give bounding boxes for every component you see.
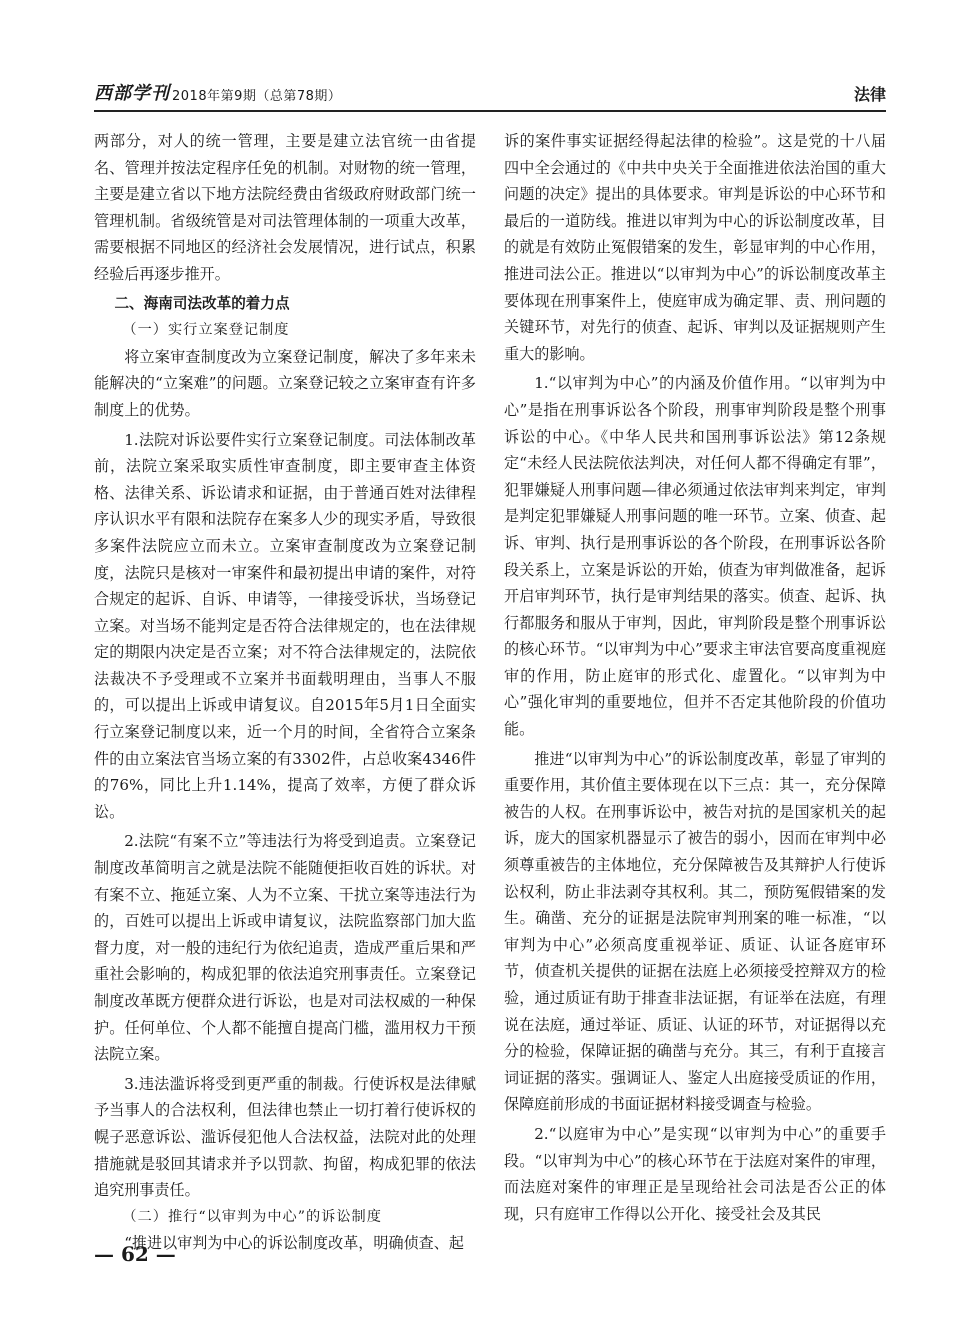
subsection-heading: （一）实行立案登记制度 xyxy=(122,322,290,339)
paragraph: 诉的案件事实证据经得起法律的检验”。这是党的十八届四中全会通过的《中共中央关于全面推进依法治国的重大问题的决定》提出的具体要求。审判是诉讼的中心环节和最后的一道防线。推进以审判为中心的诉讼制度改革，目的就是有效防止冤假错案的发生，彰显审判的中心作用，推进司法公正。推进以“以审判为中心”的诉讼制度改革主要体现在刑事案件上，使庭审成为确定罪、责、刑问题的关键环节，对先行的侦查、起诉、审判以及证据规则产生重大的影响。 xyxy=(504,132,886,363)
journal-logo: 西部学刊 xyxy=(94,83,170,104)
paragraph: 将立案审查制度改为立案登记制度，解决了多年来未能解决的“立案难”的问题。立案登记较之立案审查有许多制度上的优势。 xyxy=(94,347,476,419)
right-column xyxy=(504,128,886,1227)
subsection-heading: （二）推行“以审判为中心”的诉讼制度 xyxy=(122,1208,382,1225)
paragraph: 1.法院对诉讼要件实行立案登记制度。司法体制改革前，法院立案采取实质性审查制度，即主要审查主体资格、法律关系、诉讼请求和证据，由于普通百姓对法律程序认识水平有限和法院存在案多人少的现实矛盾，导致很多案件法院应立而未立。立案审查制度改为立案登记制度，法院只是核对一审案件和最初提出申请的案件，对符合规定的起诉、自诉、申请等，一律接受诉状，当场登记立案。对当场不能判定是否符合法律规定的，也在法律规定的期限内决定是否立案；对不符合法律规定的，法院依法裁决不予受理或不立案并书面载明理由，当事人不服的，可以提出上诉或申请复议。自2015年5月1日全面实行立案登记制度以来，近一个月的时间，全省符合立案条件的由立案法官当场立案的有3302件，占总收案4346件的76%，同比上升1.14%，提高了效率，方便了群众诉讼。 xyxy=(94,430,476,821)
section-heading: 二、海南司法改革的着力点 xyxy=(114,294,290,312)
paragraph: 2.“以庭审为中心”是实现“以审判为中心”的重要手段。“以审判为中心”的核心环节在于法庭对案件的审理，而法庭对案件的审理正是呈现给社会司法是否公正的体现，只有庭审工作得以公开化、接受社会及其民 xyxy=(504,1124,886,1223)
issue-info: 2018年第9期（总第78期） xyxy=(172,89,342,104)
running-header xyxy=(94,82,886,112)
paragraph: 两部分，对人的统一管理，主要是建立法官统一由省提名、管理并按法定程序任免的机制。对财物的统一管理，主要是建立省以下地方法院经费由省级政府财政部门统一管理机制。省级统管是对司法管理体制的一项重大改革，需要根据不同地区的经济社会发展情况，进行试点，积累经验后再逐步推开。 xyxy=(94,132,476,283)
paragraph: 推进“以审判为中心”的诉讼制度改革，彰显了审判的重要作用，其价值主要体现在以下三点：其一，充分保障被告的人权。在刑事诉讼中，被告对抗的是国家机关的起诉，庞大的国家机器显示了被告的弱小，因而在审判中必须尊重被告的主体地位，充分保障被告及其辩护人行使诉讼权利，防止非法剥夺其权利。其二，预防冤假错案的发生。确凿、充分的证据是法院审判刑案的唯一标准，“以审判为中心”必须高度重视举证、质证、认证各庭审环节，侦查机关提供的证据在法庭上必须接受控辩双方的检验，通过质证有助于排查非法证据，有证举在法庭，有理说在法庭，通过举证、质证、认证的环节，对证据得以充分的检验，保障证据的确凿与充分。其三，有利于直接言词证据的落实。强调证人、鉴定人出庭接受质证的作用，保障庭前形成的书面证据材料接受调查与检验。 xyxy=(504,749,886,1114)
paragraph: “推进以审判为中心的诉讼制度改革，明确侦查、起 xyxy=(124,1234,464,1253)
paragraph: 3.违法滥诉将受到更严重的制裁。行使诉权是法律赋予当事人的合法权利，但法律也禁止一切打着行使诉权的幌子恶意诉讼、滥诉侵犯他人合法权益，法院对此的处理措施就是驳回其请求并予以罚款、拘留，构成犯罪的依法追究刑事责任。 xyxy=(94,1074,476,1200)
section-label: 法律 xyxy=(853,85,886,104)
paragraph: 1.“以审判为中心”的内涵及价值作用。“以审判为中心”是指在刑事诉讼各个阶段，刑事审判阶段是整个刑事诉讼的中心。《中华人民共和国刑事诉讼法》第12条规定“未经人民法院依法判决，对任何人都不得确定有罪”，犯罪嫌疑人刑事问题—律必须通过依法审判来判定，审判是判定犯罪嫌疑人刑事问题的唯一环节。立案、侦查、起诉、审判、执行是刑事诉讼的各个阶段，在刑事诉讼各阶段关系上，立案是诉讼的开始，侦查为审判做准备，起诉开启审判环节，执行是审判结果的落实。侦查、起诉、执行都服务和服从于审判，因此，审判阶段是整个刑事诉讼的核心环节。“以审判为中心”要求主审法官要高度重视庭审的作用，防止庭审的形式化、虚置化。“以审判为中心”强化审判的重要地位，但并不否定其他阶段的价值功能。 xyxy=(504,374,886,739)
left-column xyxy=(94,128,476,1257)
page-number: — 62 — xyxy=(94,1242,176,1266)
paragraph: 2.法院“有案不立”等违法行为将受到追责。立案登记制度改革简明言之就是法院不能随便拒收百姓的诉状。对有案不立、拖延立案、人为不立案、干扰立案等违法行为的，百姓可以提出上诉或申请复议，法院监察部门加大监督力度，对一般的违纪行为依纪追责，造成严重后果和严重社会影响的，构成犯罪的依法追究刑事责任。立案登记制度改革既方便群众进行诉讼，也是对司法权威的一种保护。任何单位、个人都不能擅自提高门槛，滥用权力干预法院立案。 xyxy=(94,832,476,1064)
